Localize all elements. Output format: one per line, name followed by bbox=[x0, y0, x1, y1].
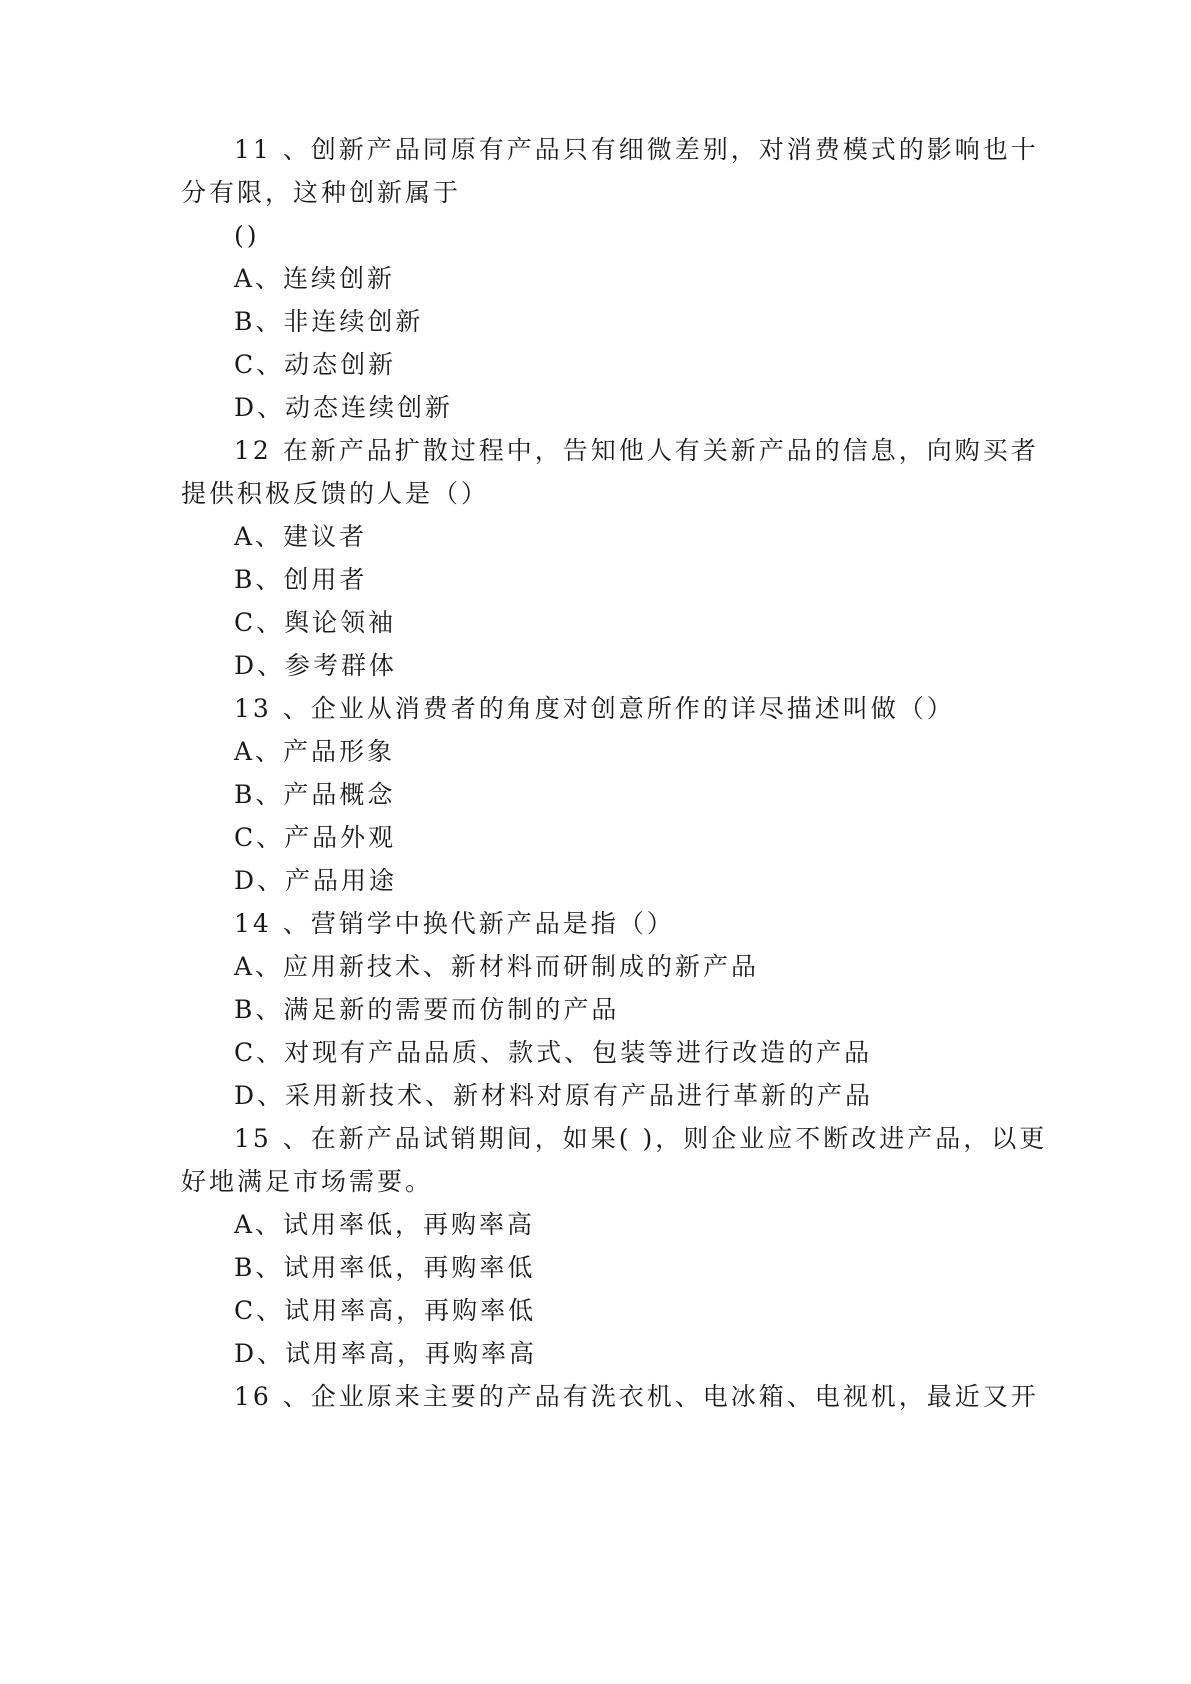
question-12-option-b: B、创用者 bbox=[234, 565, 368, 594]
question-13-stem-line-1: 13 、企业从消费者的角度对创意所作的详尽描述叫做（） bbox=[234, 694, 955, 723]
question-12-option-a: A、建议者 bbox=[234, 522, 368, 551]
question-14-option-d: D、采用新技术、新材料对原有产品进行革新的产品 bbox=[234, 1081, 874, 1110]
question-13-option-a: A、产品形象 bbox=[234, 737, 396, 766]
question-12-option-d: D、参考群体 bbox=[234, 651, 398, 680]
question-11-stem-line-2: 分有限，这种创新属于 bbox=[181, 178, 462, 207]
question-15-option-d: D、试用率高，再购率高 bbox=[234, 1339, 538, 1368]
question-11-option-b: B、非连续创新 bbox=[234, 307, 424, 336]
question-11-blank: () bbox=[234, 221, 260, 250]
question-11-stem-line-1: 11 、创新产品同原有产品只有细微差别，对消费模式的影响也十 bbox=[234, 135, 1039, 164]
question-15-option-a: A、试用率低，再购率高 bbox=[234, 1210, 536, 1239]
question-14-stem-line-1: 14 、营销学中换代新产品是指（） bbox=[234, 909, 675, 938]
question-15-option-c: C、试用率高，再购率低 bbox=[234, 1296, 537, 1325]
question-14-option-c: C、对现有产品品质、款式、包装等进行改造的产品 bbox=[234, 1038, 873, 1067]
question-14-option-a: A、应用新技术、新材料而研制成的新产品 bbox=[234, 952, 760, 981]
question-15-stem-line-2: 好地满足市场需要。 bbox=[181, 1167, 434, 1196]
question-11-option-c: C、动态创新 bbox=[234, 350, 397, 379]
question-13-option-d: D、产品用途 bbox=[234, 866, 398, 895]
question-16-stem-line-1: 16 、企业原来主要的产品有洗衣机、电冰箱、电视机，最近又开 bbox=[234, 1382, 1039, 1411]
question-11-option-a: A、连续创新 bbox=[234, 264, 396, 293]
question-13-option-b: B、产品概念 bbox=[234, 780, 396, 809]
question-15-option-b: B、试用率低，再购率低 bbox=[234, 1253, 536, 1282]
question-15-stem-line-1: 15 、在新产品试销期间，如果( )，则企业应不断改进产品，以更 bbox=[234, 1124, 1048, 1153]
question-14-option-b: B、满足新的需要而仿制的产品 bbox=[234, 995, 620, 1024]
question-12-option-c: C、舆论领袖 bbox=[234, 608, 397, 637]
question-12-stem-line-2: 提供积极反馈的人是（） bbox=[181, 479, 490, 508]
question-12-stem-line-1: 12 在新产品扩散过程中，告知他人有关新产品的信息，向购买者 bbox=[234, 436, 1039, 465]
question-13-option-c: C、产品外观 bbox=[234, 823, 397, 852]
question-11-option-d: D、动态连续创新 bbox=[234, 393, 454, 422]
